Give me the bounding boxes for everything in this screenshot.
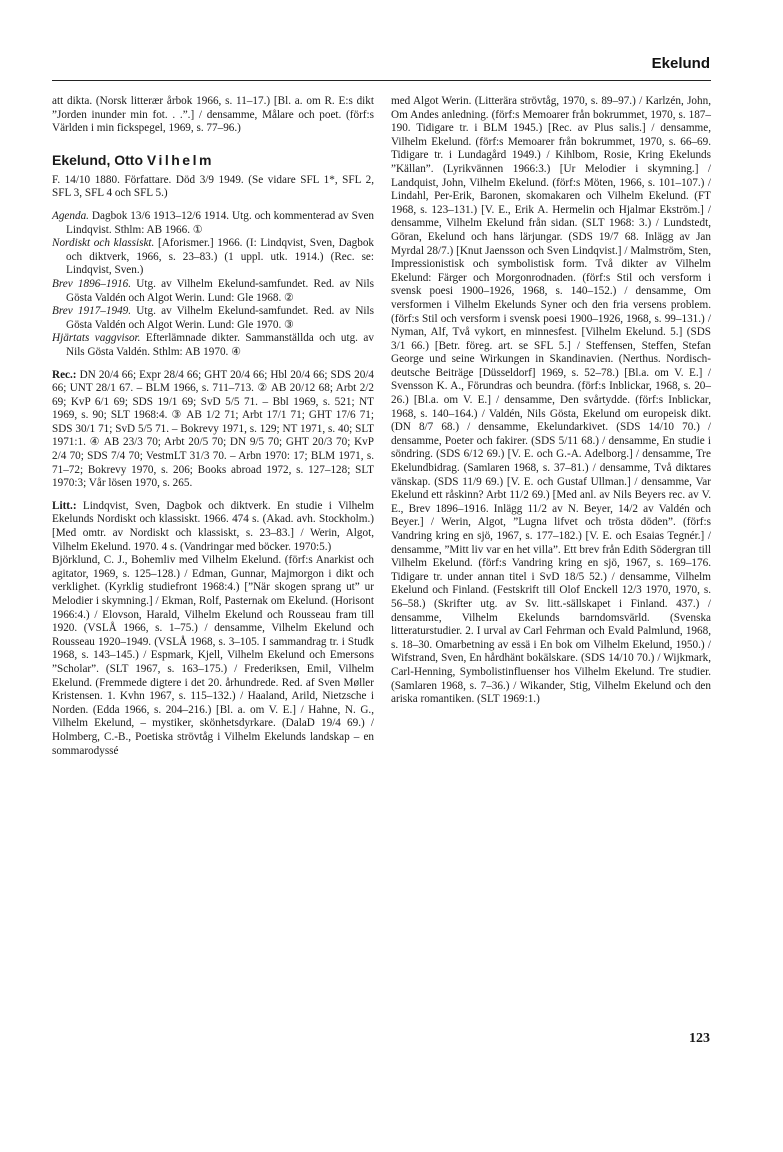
header-rule xyxy=(52,80,711,81)
work-description: Utg. av Vilhelm Ekelund-samfundet. Red. av Nils Gösta Valdén och Algot Werin. Lund: Gle 1968. ② xyxy=(66,277,374,304)
reviews-section xyxy=(52,369,374,491)
literature-continued: Björklund, C. J., Bohemliv med Vilhelm Ekelund. (förf:s Anarkist och agitator, 1969, s. 125–128.) / Edman, Gunnar, Majmorgon i dikt och verklighet. (Kyrklig studiefront 1968:4.) [”När skogen sprang ut” ur Melodier i skymning.] / Ekman, Rolf, Pasternak om Ekelund. (Horisont 1966:4.) / Elovson, Harald, Vilhelm Ekelund och Rousseau fram till 1920. (VSLÅ 1966, s. 1–75.) / densamme, Vilhelm Ekelund och Rousseau 1920–1949. (VSLÅ 1968, s. 3–105. I sammandrag tr. i Studk 1968, s. 143–145.) / Espmark, Kjell, Vilhelm Ekelund och Emersons ”Scholar”. (SLT 1967, s. 163–175.) / Frederiksen, Emil, Vilhelm Ekelund. (Fremmede digtere i det 20. århundrede. Red. af Sven Møller Kristensen. 1. Kvhn 1967, s. 115–132.) / Haaland, Arild, Nietzsche i Norden. (Edda 1966, s. 204–216.) [Bl. a. om V. E.] / Hahne, N. G., Vilhelm Ekelund, – mystiker, skönhetsdyrkare. (DalaD 19/4 69.) / Holmberg, C.-B., Poetiska strövtåg i Vilhelm Ekelunds landskap – en sommarodyssé xyxy=(52,554,374,757)
page-number: 123 xyxy=(689,1031,710,1046)
right-column xyxy=(391,95,711,707)
work-item xyxy=(52,237,374,278)
work-item xyxy=(52,305,374,332)
work-title: Brev 1896–1916. xyxy=(52,277,132,290)
work-item xyxy=(52,278,374,305)
work-title: Hjärtats vaggvisor. xyxy=(52,332,141,345)
literature-text: Lindqvist, Sven, Dagbok och diktverk. En studie i Vilhelm Ekelunds Nordiskt och klassiskt. 1966. 474 s. (Akad. avh. Stockholm.) [Med omtr. av Nordiskt och klassiskt, s. 23–83.] / Werin, Algot, Vilhelm Ekelund. 1970. 4 s. (Vandringar med böcker. 1970:5.) xyxy=(52,499,374,553)
work-item xyxy=(52,210,374,237)
entry-name: Ekelund, Otto xyxy=(52,151,143,168)
intro-paragraph: att dikta. (Norsk litterær årbok 1966, s. 11–17.) [Bl. a. om R. E:s dikt ”Jorden inunder min fot. . .”.] / densamme, Målare och poet. (förf:s Världen i min fickspegel, 1969, s. 77–96.) xyxy=(52,95,374,135)
left-column xyxy=(52,95,374,758)
work-description: Utg. av Vilhelm Ekelund-samfundet. Red. av Nils Gösta Valdén och Algot Werin. Lund: Gle 1970. ③ xyxy=(66,305,374,331)
entry-name-spaced: Vilhelm xyxy=(146,151,214,168)
work-description: Efterlämnade dikter. Sammanställda och utg. av Nils Gösta Valdén. Sthlm: AB 1970. ④ xyxy=(66,332,374,358)
spacer xyxy=(52,491,374,500)
work-title: Agenda. xyxy=(52,209,89,222)
literature-label: Litt.: xyxy=(52,499,77,512)
work-title: Nordiskt och klassiskt. xyxy=(52,237,155,250)
literature-right: med Algot Werin. (Litterära strövtåg, 1970, s. 89–97.) / Karlzén, John, Om Andes anledning. (förf:s Memoarer från bokrummet, 1970, s. 187–190. Tidigare tr. i BLM 1945.) [Rec. av Plus salis.] / densamme, Vilhelm Ekelund. (förf:s Memoarer från bokrummet, 1970, s. 66–69. Tidigare tr. i Lundagård 1949.) / Kihlbom, Rosie, Kring Ekelunds ”Källan”. (Lyrikvännen 1966:3.) [Ur Melodier i skymning.] / Landquist, John, Vilhelm Ekelund. (förf:s Möten, 1966, s. 101–107.) / Lindahl, Per-Erik, Baronen, skomakaren och Vilhelm Ekelund. (FT 1968, s. 123–131.) [V. E., Erik A. Hermelin och Hjalmar Ekström.] / densamme, Vilhelm Ekelund från sidan. (SLT 1968: 3.) / Lundstedt, Göran, Ekelund och hans lärjungar. (SDS 19/7 68. Inlägg av Jan Myrdal 28/7.) [Knut Jaensson och Sven Lindqvist.] / Malmström, Sten, Impressionistisk och symbolistisk form. Två dikter av Vilhelm Ekelund: Färger och Morgonrodnaden. (förf:s Stil och versform i svensk poesi 1900–1926, 1968, s. 140–152.) / densamme, Om versformen i Vilhelm Ekelunds Syner och den fria versens problem. (förf:s Stil och versform i svensk poesi 1900–1926, 1968, s. 99–131.) / Nyman, Alf, Två vykort, en minnesfest. [Vilhelm Ekelund. 5.] (SDS 3/1 66.) [Betr. föreg. art. se SFL 5.] / Steffensen, Steffen, Stefan George und seine Wirkungen in Skandinavien. (Nerthus. Nordisch-deutsche Beiträge [Düsseldorf] 1969, s. 52–78.) [Bl.a. om V. E.] / Svensson K. A., Förundras och beundra. (förf:s Inblickar, 1968, s. 20–26.) [Bl.a. om V. E.] / densamme, Den svårtydde. (förf:s Inblickar, 1968, s. 140–164.) / Valdén, Nils Gösta, Ekelund om europeisk dikt. (DN 8/7 68.) / densamme, Ekelundarkivet. (SDS 14/10 70.) / densamme, Poeter och fakirer. (SDS 5/11 68.) / densamme, En studie i söndring. (SDS 6/12 69.) [V. E. och G.-A. Adelborg.] / densamme, Tre Ekelundbidrag. (Samlaren 1968, s. 37–81.) / densamme, Två diktares vänskap. (SDS 11/9 69.) [V. E. och Gustaf Ullman.] / densamme, Var Ekelund ett råskinn? Arbt 11/2 69.) [Med anl. av Nils Beyers rec. av V. E., Brev 1896–1916. Inlägg 11/2 av N. Beyer, 14/2 av Valdén och Beyer.] / Werin, Algot, ”Lugna lifvet och trösta döden”. (förf:s Vandring kring en sjö, 1967, s. 177–182.) [V. E. och Esaias Tegnér.] / densamme, ”Mitt liv var en het villa”. Ett brev från Edith Södergran till Vilhelm Ekelund. (förf:s Vandring kring en sjö, 1967, s. 169–176. Tidigare tr. under annan titel i SvD 18/5 52.) / densamme, Vilhelm Ekelund och Finland. (Festskrift till Olof Enckell 12/3 1970, 1970, s. 56–58.) (Skrifter utg. av Sv. litt.-sällskapet i Finland. 437.) / densamme, Vilhelm Ekelunds barndomsvärld. (Svenska litteraturstudier. 2. I urval av Carl Fehrman och Evald Palmlund, 1968, s. 18–30. Omarbetning av essä i En bok om Vilhelm Ekelund, 1950.) / Wifstrand, Sven, En hårdhänt bokälskare. (SDS 14/10 70.) / Wijkmark, Carl-Henning, Symbolistinfluenser hos Vilhelm Ekelund. Tre studier. (Samlaren 1968, s. 7–36.) / Wikander, Stig, Vilhelm Ekelund och den ariska romantiken. (SLT 1969:1.) xyxy=(391,95,711,706)
work-description: [Aforismer.] 1966. (I: Lindqvist, Sven, Dagbok och diktverk, 1966, s. 23–83.) (1 uppl. utk. 1914.) (Rec. se: Lindqvist, Sven.) xyxy=(66,237,375,277)
entry-bio: F. 14/10 1880. Författare. Död 3/9 1949. (Se vidare SFL 1*, SFL 2, SFL 3, SFL 4 och SFL 5.) xyxy=(52,173,374,200)
work-description: Dagbok 13/6 1913–12/6 1914. Utg. och kommenterad av Sven Lindqvist. Sthlm: AB 1966. ① xyxy=(66,209,374,236)
entry-heading xyxy=(52,152,374,169)
work-item xyxy=(52,332,374,359)
spacer xyxy=(52,201,374,210)
running-head: Ekelund xyxy=(651,55,710,72)
work-title: Brev 1917–1949. xyxy=(52,305,132,318)
spacer xyxy=(52,360,374,369)
reviews-text: DN 20/4 66; Expr 28/4 66; GHT 20/4 66; Hbl 20/4 66; SDS 20/4 66; UNT 28/1 67. – BLM 1966, s. 711–713. ② AB 20/12 68; Arbt 2/2 69; KvP 6/1 69; SDS 19/1 69; SvD 5/5 71. – Bbl 1969, s. 521; NT 1969, s. 90; SLT 1968:4. ③ AB 1/2 71; Arbt 17/1 71; GHT 17/6 71; SDS 30/1 71; SvD 5/5 71. – Bokrevy 1971, s. 129; NT 1971, s. 40; SLT 1971:1. ④ AB 23/3 70; Arbt 20/5 70; DN 9/5 70; GHT 20/3 70; KvP 2/4 70; SDS 7/4 70; VestmLT 31/3 70. – Arbn 1970: 17; BLM 1971, s. 71–72; Bokrevy 1970, s. 206; Books abroad 1972, s. 127–128; SLT 1970:3; Vår lösen 1970, s. 265. xyxy=(52,368,374,490)
reviews-label: Rec.: xyxy=(52,368,77,381)
literature-section xyxy=(52,500,374,554)
